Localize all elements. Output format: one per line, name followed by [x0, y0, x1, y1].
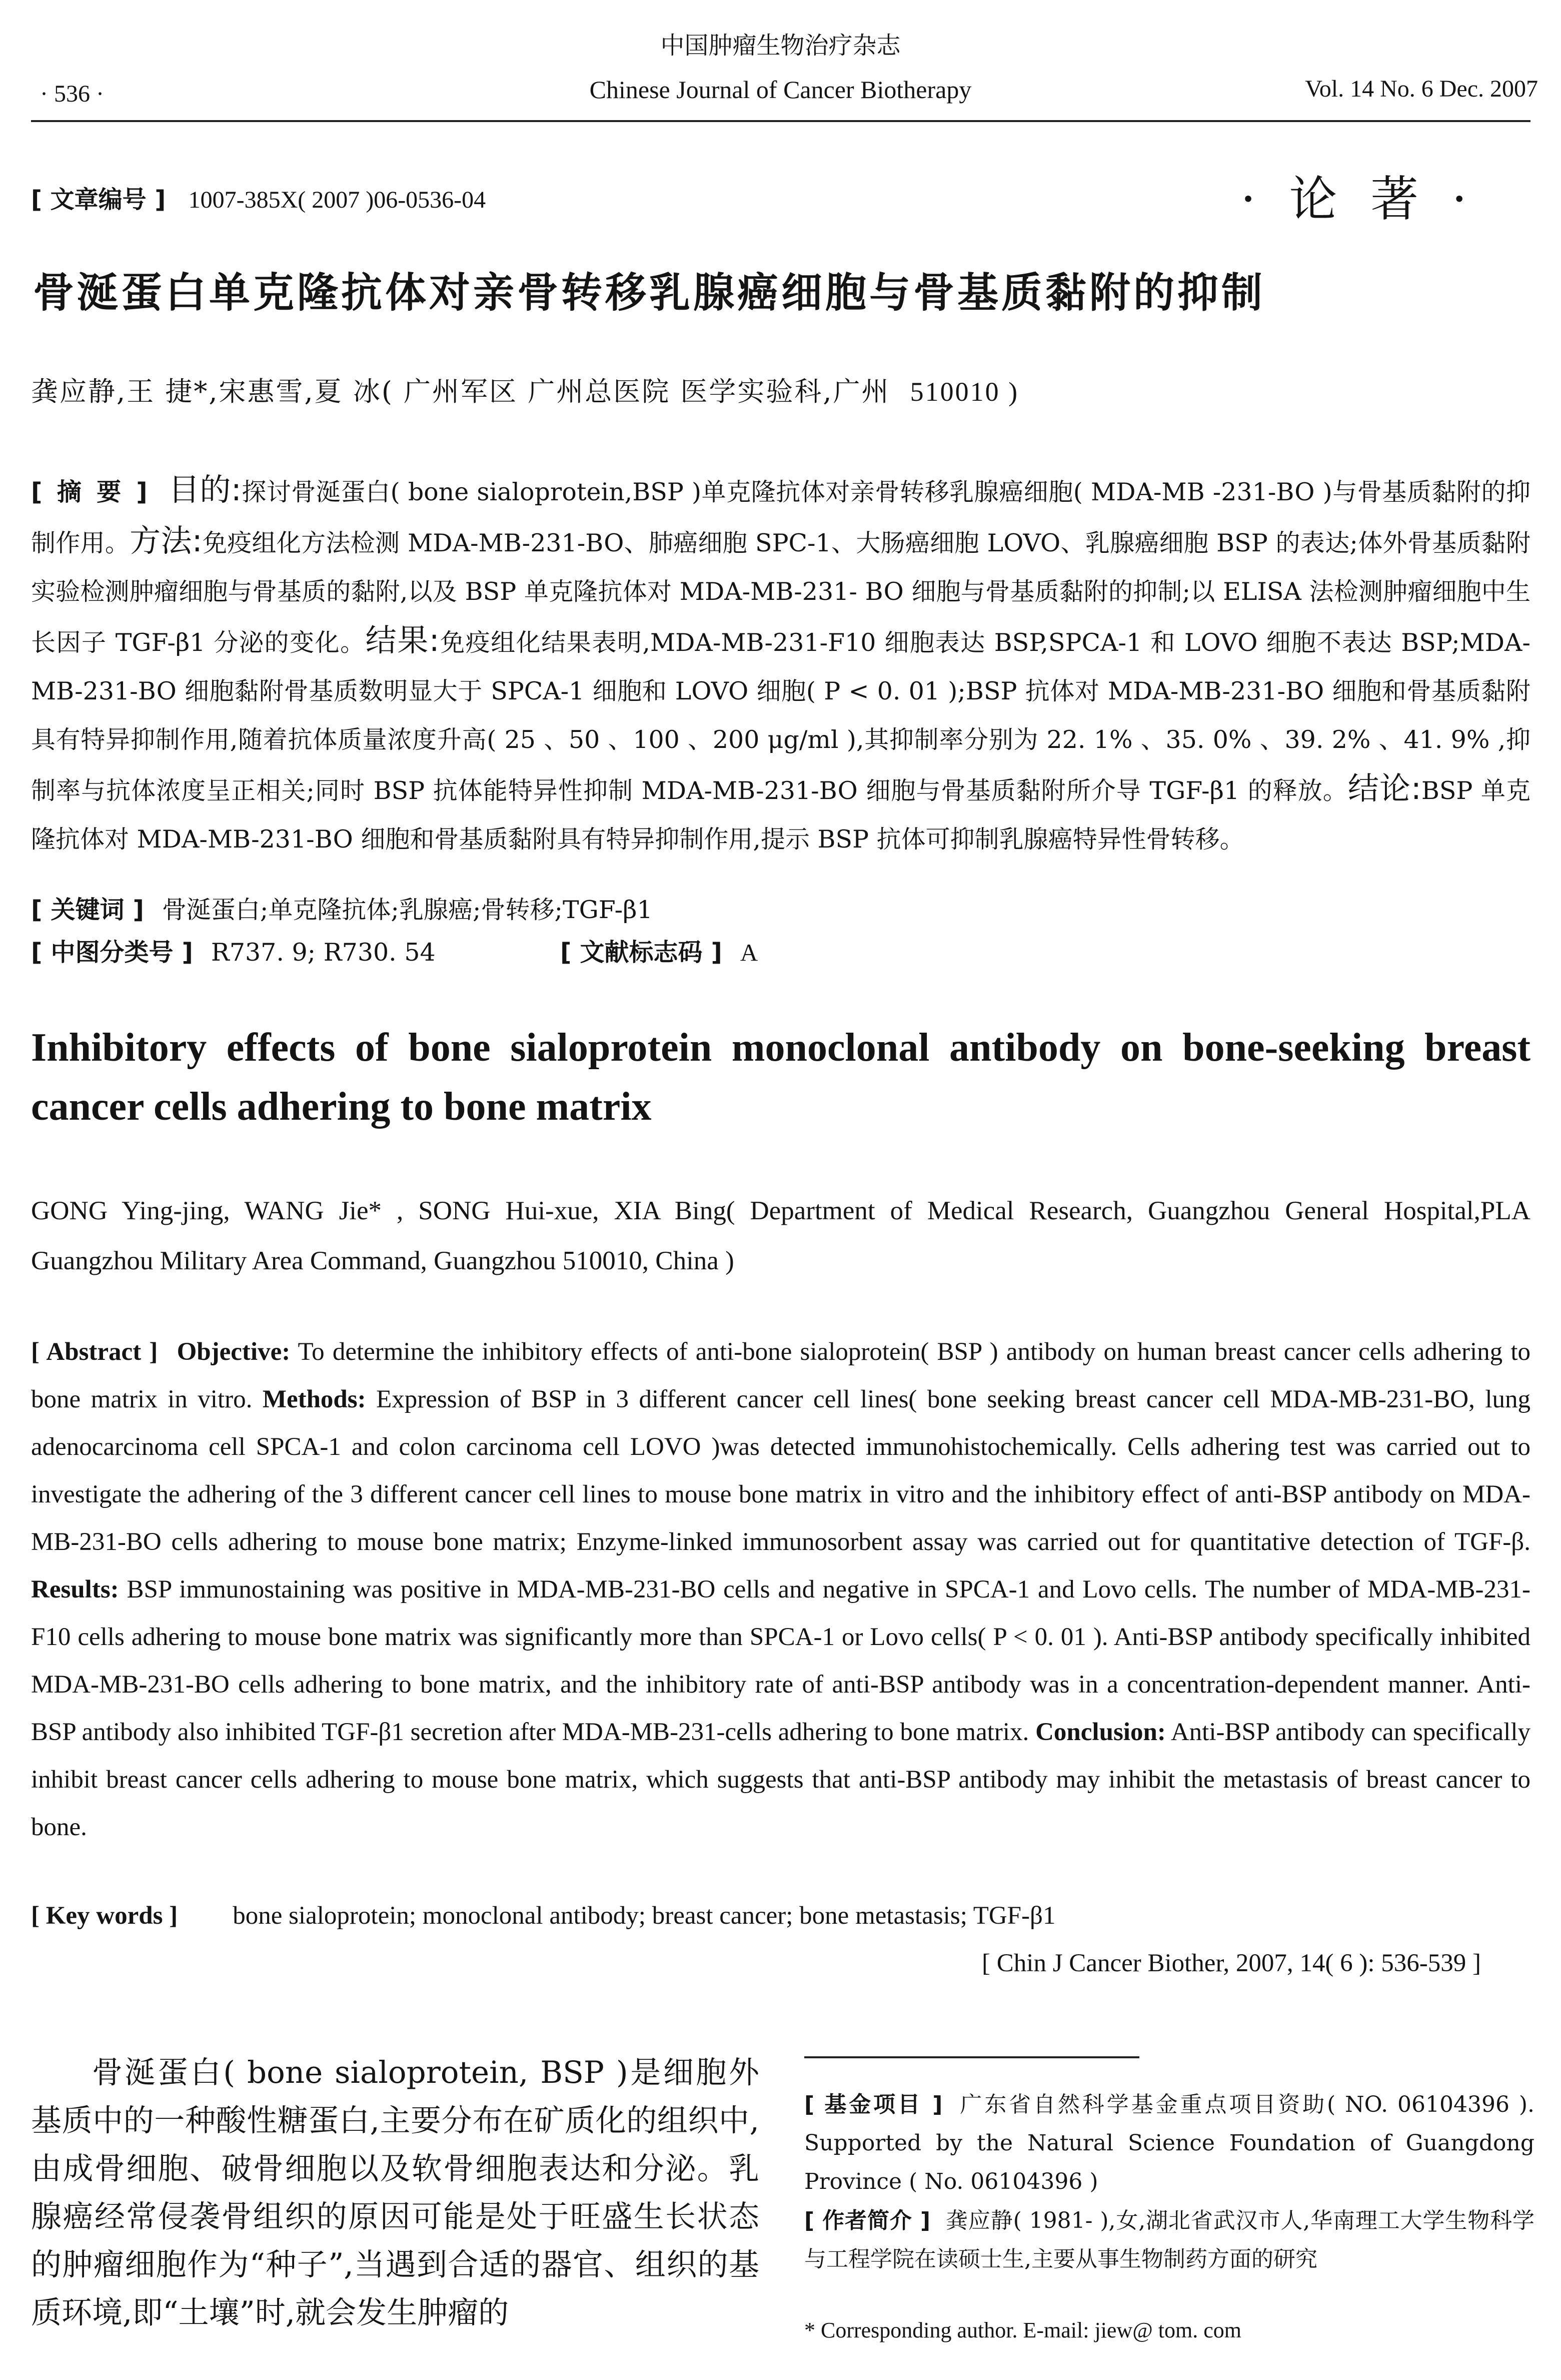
title-cn: 骨涎蛋白单克隆抗体对亲骨转移乳腺癌细胞与骨基质黏附的抑制 [33, 269, 1266, 317]
classification-label: [ 中图分类号 ] [31, 938, 193, 967]
authors-cn-names: 龚应静,王 捷*,宋惠雪,夏 冰( 广州军区 广州总医院 医学实验科,广州 [31, 376, 890, 407]
abstract-en-objective: To determine the inhibitory effects of anti-bone sialoprotein( BSP ) antibody on human breast cancer cells adhering to bone matrix in vitro. [31, 1338, 1531, 1413]
doc-code-value: A [740, 939, 758, 966]
keywords-cn [31, 891, 653, 926]
abstract-en-conclusion: Anti-BSP antibody can specifically inhibit breast cancer cells adhering to mouse bone matrix, which suggests that anti-BSP antibody may inhibit the metastasis of breast cancer to bone. [31, 1718, 1531, 1841]
keywords-en-label: [ Key words ] [31, 1902, 178, 1930]
abstract-en-objective-label: Objective: [177, 1338, 291, 1366]
abstract-cn [31, 465, 1530, 864]
author-intro-label: [ 作者简介 ] [804, 2208, 931, 2233]
authors-cn [31, 370, 1019, 409]
author-intro-footnote [804, 2201, 1534, 2278]
classification [31, 933, 436, 968]
journal-title-en: Chinese Journal of Cancer Biotherapy [589, 76, 972, 104]
keywords-cn-value: 骨涎蛋白;单克隆抗体;乳腺癌;骨转移;TGF-β1 [162, 896, 653, 924]
page-number: · 536 · [40, 81, 104, 107]
abstract-en-methods: Expression of BSP in 3 different cancer cell lines( bone seeking breast cancer cell MDA-MB-231-BO, lung adenocarcinoma cell SPCA-1 and colon carcinoma cell LOVO )was detected immunohistochemically. Cells adhering test was carried out to investigate the adhering of the 3 different cancer cell lines to mouse bone matrix in vitro and the inhibitory effect of anti-BSP antibody on MDA-MB-231-BO cells adhering to mouse bone matrix; Enzyme-linked immunosorbent assay was carried out for quantitative detection of TGF-β. [31, 1385, 1530, 1556]
footnote-rule [804, 2056, 1139, 2058]
abstract-en [31, 1328, 1530, 1851]
abstract-cn-methods-label: 方法: [130, 522, 203, 559]
author-intro-text: 龚应静( 1981- ),女,湖北省武汉市人,华南理工大学生物科学与工程学院在读硕士生,主要从事生物制药方面的研究 [804, 2208, 1535, 2272]
article-number-value: 1007-385X( 2007 )06-0536-04 [188, 187, 486, 213]
header-rule [31, 120, 1530, 122]
abstract-cn-conclusion-label: 结论: [1347, 770, 1421, 807]
abstract-cn-results: 免疫组化结果表明,MDA-MB-231-F10 细胞表达 BSP,SPCA-1 和 LOVO 细胞不表达 BSP;MDA-MB-231-BO 细胞黏附骨基质数明显大于 SPCA-1 细胞和 LOVO 细胞( P < 0. 01 );BSP 抗体对 MDA-MB-231-BO 细胞和骨基质黏附具有特异抑制作用,随着抗体质量浓度升高( 25 、50 、100 、200 μg/ml ),其抑制率分别为 22. 1% 、35. 0% 、39. 2% 、41. 9% ,抑制率与抗体浓度呈正相关;同时 BSP 抗体能特异性抑制 MDA-MB-231-BO 细胞与骨基质黏附所介导 TGF-β1 的释放。 [31, 628, 1530, 805]
abstract-cn-conclusion: BSP 单克隆抗体对 MDA-MB-231-BO 细胞和骨基质黏附具有特异抑制作用,提示 BSP 抗体可抑制乳腺癌特异性骨转移。 [31, 776, 1531, 854]
authors-en: GONG Ying-jing, WANG Jie* , SONG Hui-xue, XIA Bing( Department of Medical Research, Guangzhou General Hospital,PLA Guangzhou Military Area Command, Guangzhou 510010, China ) [31, 1196, 1530, 1275]
abstract-cn-objective: 探讨骨涎蛋白( bone sialoprotein,BSP )单克隆抗体对亲骨转移乳腺癌细胞( MDA-MB -231-BO )与骨基质黏附的抑制作用。 [31, 478, 1531, 557]
journal-title-cn: 中国肿瘤生物治疗杂志 [660, 32, 901, 60]
abstract-cn-results-label: 结果: [365, 622, 440, 658]
doc-code-label: [ 文献标志码 ] [560, 938, 722, 967]
keywords-en-value: bone sialoprotein; monoclonal antibody; breast cancer; bone metastasis; TGF-β1 [233, 1902, 1056, 1930]
funding-label: [ 基金项目 ] [804, 2092, 943, 2117]
funding-footnote [804, 2085, 1534, 2201]
corresponding-author-footnote: * Corresponding author. E-mail: jiew@ tom. com [804, 2318, 1241, 2342]
body-paragraph: 骨涎蛋白( bone sialoprotein, BSP )是细胞外基质中的一种酸性糖蛋白,主要分布在矿质化的组织中,由成骨细胞、破骨细胞以及软骨细胞表达和分泌。乳腺癌经常侵袭骨组织的原因可能是处于旺盛生长状态的肿瘤细胞作为“种子”,当遇到合适的器官、组织的基质环境,即“土壤”时,就会发生肿瘤的 [31, 2055, 759, 2330]
citation: [ Chin J Cancer Biother, 2007, 14( 6 ): 536-539 ] [982, 1949, 1481, 1977]
abstract-en-results: BSP immunostaining was positive in MDA-MB-231-BO cells and negative in SPCA-1 and Lovo cells. The number of MDA-MB-231-F10 cells adhering to mouse bone matrix was significantly more than SPCA-1 or Lovo cells( P < 0. 01 ). Anti-BSP antibody specifically inhibited MDA-MB-231-BO cells adhering to bone matrix, and the inhibitory rate of anti-BSP antibody was in a concentration-dependent manner. Anti-BSP antibody also inhibited TGF-β1 secretion after MDA-MB-231-cells adhering to bone matrix. [31, 1575, 1531, 1746]
authors-cn-zip: 510010 ) [910, 377, 1019, 407]
keywords-cn-label: [ 关键词 ] [31, 896, 144, 924]
article-number [31, 180, 486, 215]
doc-code [560, 933, 758, 968]
abstract-en-label: [ Abstract ] [31, 1338, 158, 1366]
abstract-cn-methods: 免疫组化方法检测 MDA-MB-231-BO、肺癌细胞 SPC-1、大肠癌细胞 LOVO、乳腺癌细胞 BSP 的表达;体外骨基质黏附实验检测肿瘤细胞与骨基质的黏附,以及 BSP 单克隆抗体对 MDA-MB-231- BO 细胞与骨基质黏附的抑制;以 ELISA 法检测肿瘤细胞中生长因子 TGF-β1 分泌的变化。 [31, 529, 1530, 657]
article-type: · 论 著 · [1240, 171, 1476, 227]
abstract-en-conclusion-label: Conclusion: [1035, 1718, 1166, 1746]
abstract-cn-label: [ 摘 要 ] [31, 478, 151, 506]
title-en: Inhibitory effects of bone sialoprotein monoclonal antibody on bone-seeking breast cancer cells adhering to bone matrix [31, 1026, 1530, 1129]
abstract-en-results-label: Results: [31, 1575, 119, 1604]
funding-text: 广东省自然科学基金重点项目资助( NO. 06104396 ). Supported by the Natural Science Foundation of Guangdong Province ( No. 06104396 ) [804, 2092, 1534, 2194]
classification-value: R737. 9; R730. 54 [211, 938, 436, 967]
keywords-en [31, 1901, 1055, 1930]
volume-info: Vol. 14 No. 6 Dec. 2007 [1305, 76, 1538, 102]
abstract-en-methods-label: Methods: [262, 1385, 366, 1413]
article-number-label: [ 文章编号 ] [31, 186, 166, 214]
abstract-cn-objective-label: 目的: [168, 471, 242, 508]
